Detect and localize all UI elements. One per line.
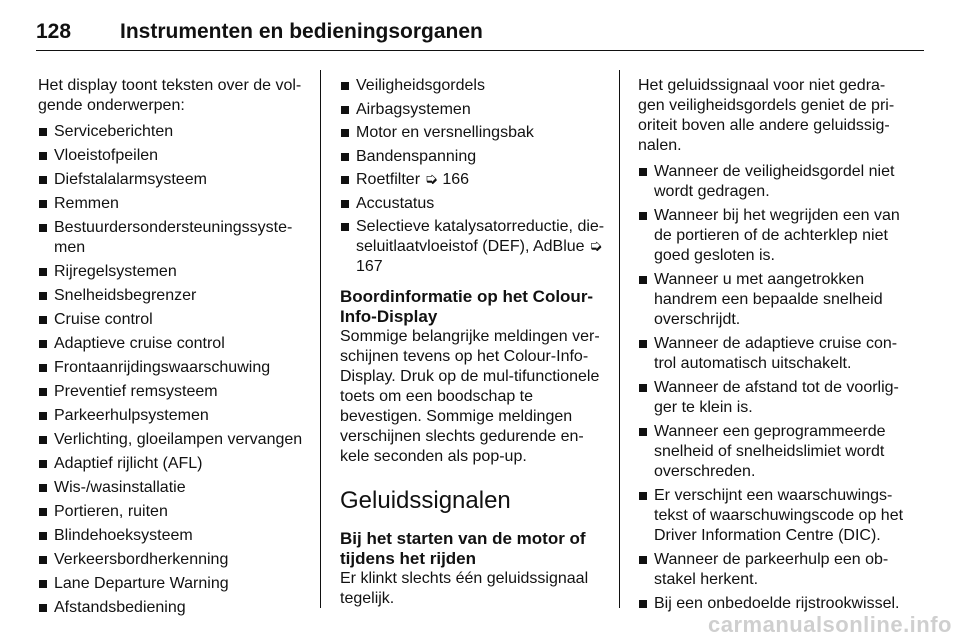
list-item: Wanneer u met aangetrokken handrem een bepaalde snelheid overschrijdt. xyxy=(638,270,904,330)
list-item: Bandenspanning xyxy=(340,147,606,167)
list-item: Selectieve katalysatorreductie, die-seluitlaatvloeistof (DEF), AdBlue ➭ 167 xyxy=(340,217,606,277)
list-item: Wanneer bij het wegrijden een van de portieren of de achterklep niet goed gesloten is. xyxy=(638,206,904,266)
list-item: Adaptieve cruise control xyxy=(38,334,310,354)
list-item: Blindehoeksysteem xyxy=(38,526,310,546)
list-item: Parkeerhulpsystemen xyxy=(38,406,310,426)
section-title: Geluidssignalen xyxy=(340,487,511,514)
column-divider xyxy=(619,70,620,608)
list-item: Bestuurdersondersteuningssyste-men xyxy=(38,218,310,258)
list-item: Snelheidsbegrenzer xyxy=(38,286,310,306)
paragraph: Er klinkt slechts één geluidssignaal tegelijk. xyxy=(340,570,589,607)
list-item: Accustatus xyxy=(340,194,606,214)
list-item: Remmen xyxy=(38,194,310,214)
column-3 xyxy=(638,76,904,618)
intro-paragraph: Het geluidssignaal voor niet gedra-gen veiligheidsgordels geniet de pri-oriteit boven alle andere geluidssig-nalen. xyxy=(638,77,895,154)
column-2 xyxy=(340,76,606,609)
topic-list-continued xyxy=(340,76,606,277)
list-item: Wanneer de afstand tot de voorlig-ger te klein is. xyxy=(638,378,904,418)
list-item: Verkeersbordherkenning xyxy=(38,550,310,570)
list-item: Rijregelsystemen xyxy=(38,262,310,282)
list-item: Wanneer een geprogrammeerde snelheid of snelheidslimiet wordt overschreden. xyxy=(638,422,904,482)
list-item: Airbagsystemen xyxy=(340,100,606,120)
topic-list xyxy=(38,122,310,618)
list-item: Wis-/wasinstallatie xyxy=(38,478,310,498)
list-item: Er verschijnt een waarschuwings-tekst of waarschuwingscode op het Driver Information Centre (DIC). xyxy=(638,486,904,546)
list-item: Cruise control xyxy=(38,310,310,330)
list-item: Vloeistofpeilen xyxy=(38,146,310,166)
column-1 xyxy=(38,76,310,622)
list-item: Adaptief rijlicht (AFL) xyxy=(38,454,310,474)
page-title: Instrumenten en bedieningsorganen xyxy=(120,20,483,43)
subheading: Bij het starten van de motor of tijdens het rijden xyxy=(340,529,586,568)
list-item: Motor en versnellingsbak xyxy=(340,123,606,143)
page-number: 128 xyxy=(36,20,72,43)
paragraph: Sommige belangrijke meldingen ver-schijnen tevens op het Colour-Info-Display. Druk op de mul-tifunctionele toets om een boodschap te bevestigen. Sommige meldingen verschijnen slechts gedurende en-kele seconden als pop-up. xyxy=(340,328,600,465)
list-item: Wanneer de veiligheidsgordel niet wordt gedragen. xyxy=(638,162,904,202)
list-item: Verlichting, gloeilampen vervangen xyxy=(38,430,310,450)
list-item: Portieren, ruiten xyxy=(38,502,310,522)
list-item: Roetfilter ➭ 166 xyxy=(340,170,606,190)
list-item: Wanneer de adaptieve cruise con-trol automatisch uitschakelt. xyxy=(638,334,904,374)
list-item: Afstandsbediening xyxy=(38,598,310,618)
list-item: Serviceberichten xyxy=(38,122,310,142)
subheading: Boordinformatie op het Colour-Info-Display xyxy=(340,287,594,326)
list-item: Frontaanrijdingswaarschuwing xyxy=(38,358,310,378)
list-item: Bij een onbedoelde rijstrookwissel. xyxy=(638,594,904,614)
list-item: Preventief remsysteem xyxy=(38,382,310,402)
list-item: Wanneer de parkeerhulp een ob-stakel herkent. xyxy=(638,550,904,590)
watermark: carmanualsonline.info xyxy=(708,612,952,637)
column-divider xyxy=(320,70,321,608)
signal-list xyxy=(638,162,904,614)
page-header xyxy=(36,14,924,51)
list-item: Diefstalalarmsysteem xyxy=(38,170,310,190)
intro-paragraph: Het display toont teksten over de vol-gende onderwerpen: xyxy=(38,77,302,114)
list-item: Veiligheidsgordels xyxy=(340,76,606,96)
list-item: Lane Departure Warning xyxy=(38,574,310,594)
